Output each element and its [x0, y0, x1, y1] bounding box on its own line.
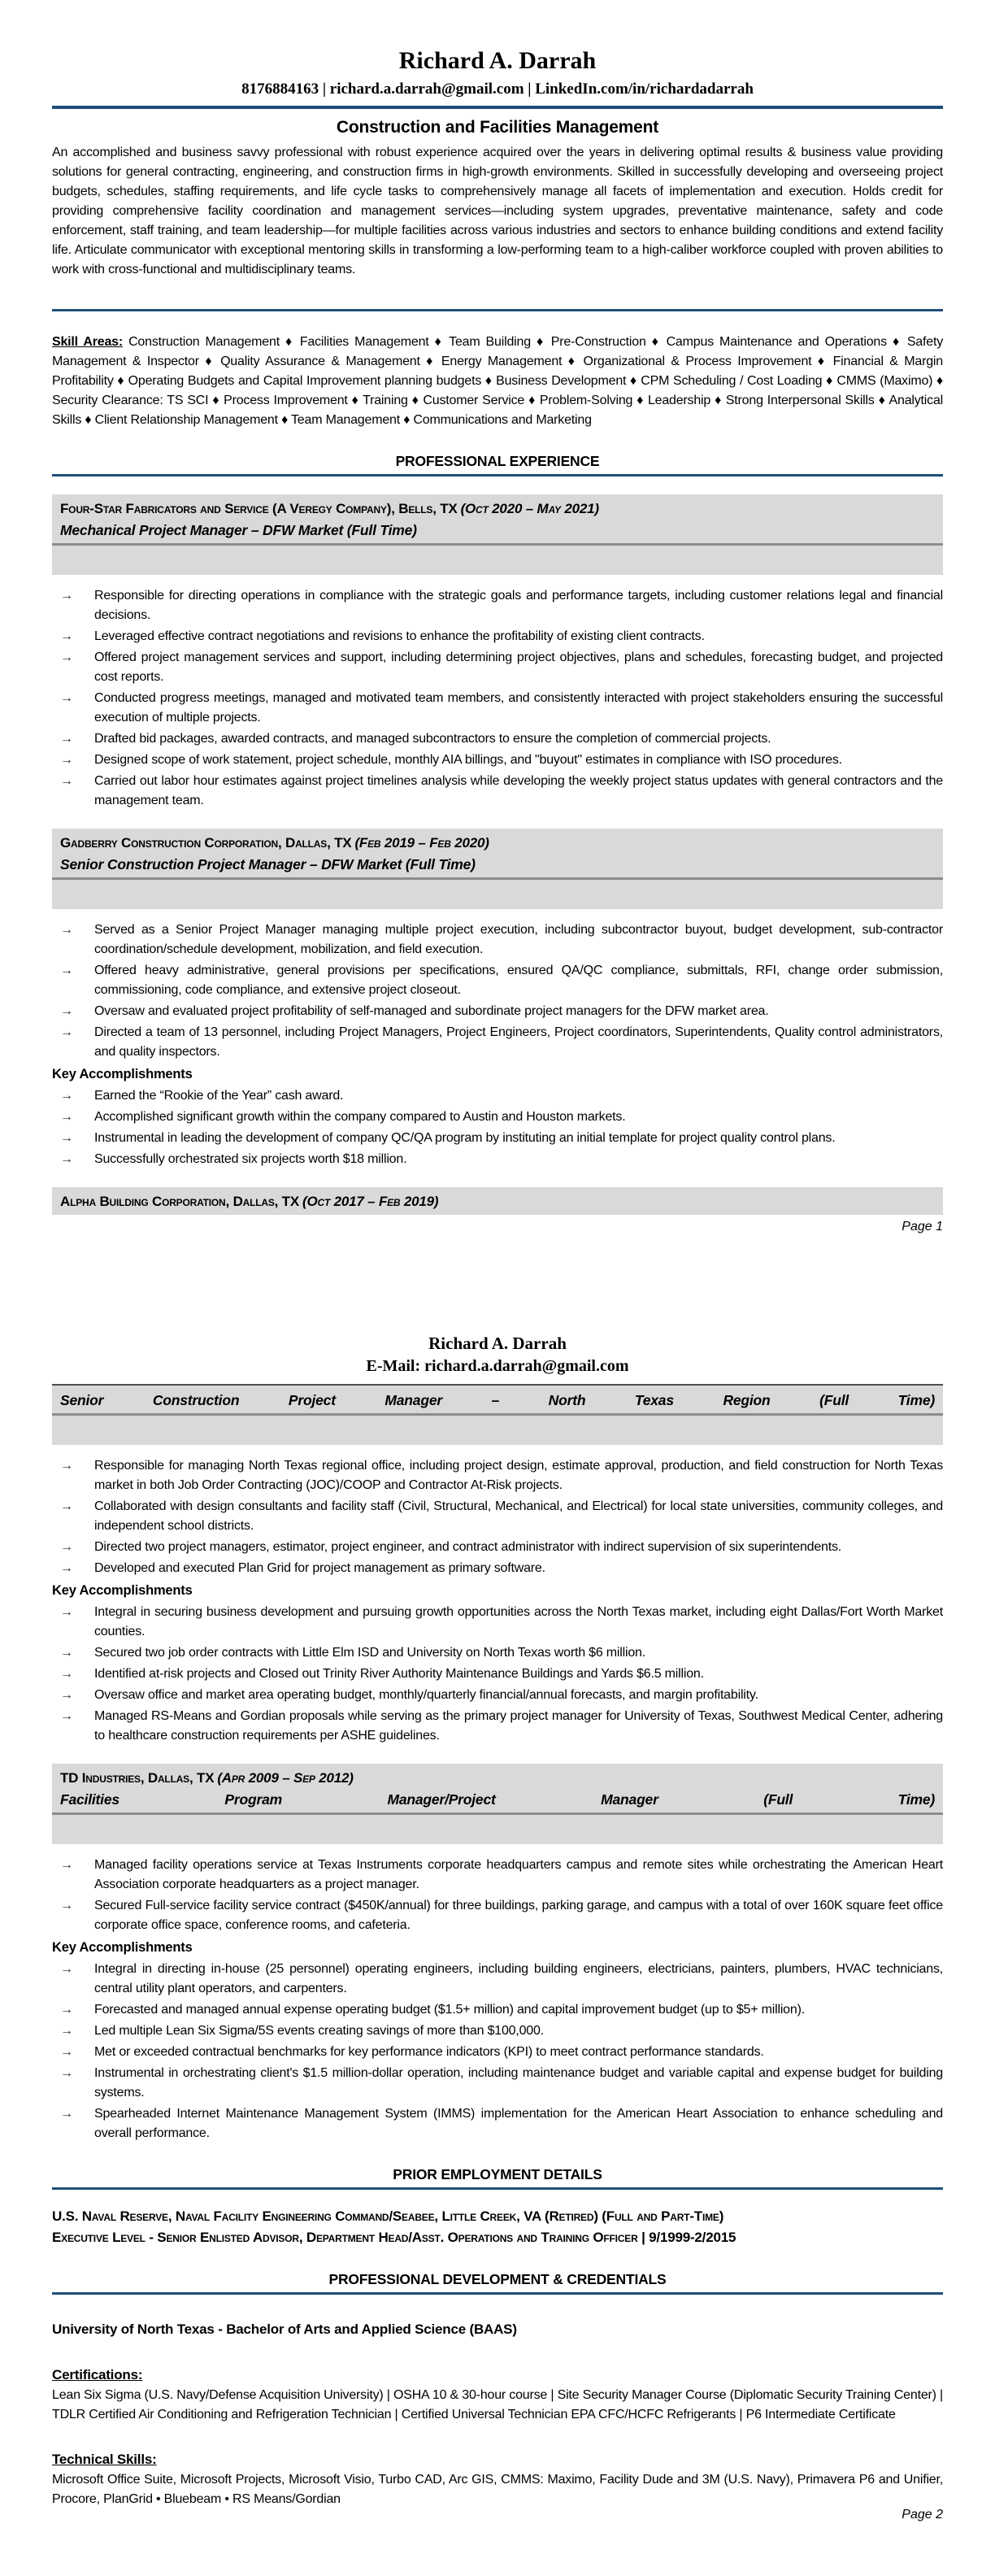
- arrow-bullet-icon: →: [60, 691, 73, 705]
- job-alpha-building: [52, 1187, 943, 1215]
- arrow-bullet-icon: →: [60, 1089, 73, 1103]
- bullet-item: [52, 1107, 943, 1127]
- arrow-bullet-icon: →: [60, 1025, 73, 1039]
- job-company-name: TD Industries, Dallas, TX: [60, 1770, 215, 1786]
- arrow-bullet-icon: →: [60, 1004, 73, 1018]
- bullet-text: Carried out labor hour estimates against project timelines analysis while developing the weekly project status updates with general contractors and the management team.: [94, 774, 943, 807]
- technical-skills-text: Microsoft Office Suite, Microsoft Projects, Microsoft Visio, Turbo CAD, Arc GIS, CMMS: Maximo, Facility Dude and 3M (U.S. Navy), Primavera P6 and Unifier, Procore, PlanGrid • Bluebeam • RS Means/Gordian: [52, 2473, 943, 2506]
- job-title-line: Facilities Program Manager/Project Manager (Full Time): [60, 1791, 935, 1808]
- bullet-item: [52, 689, 943, 728]
- summary-paragraph: An accomplished and business savvy professional with robust experience acquired over the years in delivering optimal results & business value providing solutions for general contracting, engineering, and construction firms in high-growth environments. Skilled in successfully developing and overseeing project budgets, schedules, staffing requirements, and life cycle tasks to comprehensively manage all facets of implementation and execution. Holds credit for providing comprehensive facility coordination and management services—including system upgrades, preventative maintenance, safety and code enforcement, staff training, and team leadership—for multiple facilities across various industries and sectors to enhance building conditions and extend facility life. Articulate communicator with exceptional mentoring skills in transforming a low-performing team to a high-caliber workforce coupled with proven abilities to work with cross-functional and multidisciplinary teams.: [52, 146, 943, 276]
- bullet-text: Successfully orchestrated six projects worth $18 million.: [94, 1152, 407, 1166]
- job-bullet-list: [52, 586, 943, 811]
- job-dates: (Oct 2017 – Feb 2019): [302, 1194, 439, 1209]
- page-number-label: Page 2: [902, 2508, 943, 2522]
- candidate-name: Richard A. Darrah: [398, 47, 597, 74]
- job-dates: (Apr 2009 – Sep 2012): [217, 1770, 354, 1786]
- professional-experience-heading: PROFESSIONAL EXPERIENCE: [395, 453, 600, 469]
- job-company-line: [60, 498, 935, 520]
- arrow-bullet-icon: →: [60, 629, 73, 643]
- bullet-text: Leveraged effective contract negotiations and revisions to enhance the profitability of existing client contracts.: [94, 629, 705, 643]
- bullet-text: Offered heavy administrative, general provisions per specifications, ensured QA/QC compliance, submittals, RFI, change order submission, commissioning, code compliance, and extensive project closeout.: [94, 964, 943, 997]
- contact-line: 8176884163 | richard.a.darrah@gmail.com | LinkedIn.com/in/richardadarrah: [241, 80, 754, 98]
- candidate-name: Richard A. Darrah: [428, 1334, 567, 1353]
- job-header-bar: [52, 1187, 943, 1215]
- prior-employment-block: [52, 2206, 943, 2248]
- key-accomplishments-list: [52, 1603, 943, 1746]
- bullet-text: Oversaw and evaluated project profitability of self-managed and subordinate project managers for the DFW market area.: [94, 1004, 769, 1018]
- bullet-item: [52, 2000, 943, 2020]
- arrow-bullet-icon: →: [60, 1459, 73, 1473]
- technical-skills-label: Technical Skills:: [52, 2452, 157, 2467]
- bullet-item: [52, 1707, 943, 1746]
- job-company-name: Four-Star Fabricators and Service (A Veregy Company), Bells, TX: [60, 501, 458, 516]
- job-bullet-list: [52, 1856, 943, 1935]
- bullet-text: Managed facility operations service at Texas Instruments corporate headquarters campus and remote sites while orchestrating the American Heart Association corporate headquarters as a project manager.: [94, 1858, 943, 1891]
- bullet-text: Integral in securing business development and pursuing growth opportunities across the North Texas market, including eight Dallas/Fort Worth Market counties.: [94, 1605, 943, 1638]
- bullet-text: Drafted bid packages, awarded contracts, and managed subcontractors to ensure the completion of commercial projects.: [94, 732, 771, 746]
- arrow-bullet-icon: →: [60, 651, 73, 664]
- arrow-bullet-icon: →: [60, 1152, 73, 1166]
- bullet-item: [52, 1896, 943, 1935]
- bullet-text: Spearheaded Internet Maintenance Management System (IMMS) implementation for the American Heart Association to enhance scheduling and overall performance.: [94, 2107, 943, 2140]
- page-number-label: Page 1: [902, 1220, 943, 1234]
- prior-employment-rule: [52, 2187, 943, 2190]
- bullet-text: Collaborated with design consultants and facility staff (Civil, Structural, Mechanical, and Electrical) for local state universities, community colleges, and independent school districts.: [94, 1499, 943, 1533]
- skills-top-rule: [52, 309, 943, 311]
- professional-development-heading: PROFESSIONAL DEVELOPMENT & CREDENTIALS: [328, 2271, 667, 2287]
- email-line: E-Mail: richard.a.darrah@gmail.com: [366, 1357, 629, 1375]
- skill-areas-label: Skill Areas:: [52, 335, 123, 349]
- arrow-bullet-icon: →: [60, 1858, 73, 1872]
- bullet-item: [52, 961, 943, 1000]
- job-header-bar: [52, 1384, 943, 1413]
- bullet-item: [52, 648, 943, 687]
- arrow-bullet-icon: →: [60, 964, 73, 977]
- arrow-bullet-icon: →: [60, 1110, 73, 1124]
- key-accomplishments-list: [52, 1960, 943, 2143]
- certifications-label: Certifications:: [52, 2367, 143, 2382]
- bullet-text: Secured two job order contracts with Little Elm ISD and University on North Texas worth $6 million.: [94, 1646, 645, 1660]
- job-header-bar: [52, 1764, 943, 1812]
- bullet-item: [52, 1603, 943, 1642]
- bullet-text: Instrumental in leading the development of company QC/QA program by instituting an initial template for project quality control plans.: [94, 1131, 836, 1145]
- job-company-line: [60, 833, 935, 854]
- arrow-bullet-icon: →: [60, 1646, 73, 1660]
- job-company-name: Alpha Building Corporation, Dallas, TX: [60, 1194, 300, 1209]
- bullet-text: Conducted progress meetings, managed and motivated team members, and consistently interacted with project stakeholders ensuring the successful execution of multiple projects.: [94, 691, 943, 724]
- education-line: University of North Texas - Bachelor of Arts and Applied Science (BAAS): [52, 2321, 517, 2337]
- professional-experience-rule: [52, 474, 943, 476]
- arrow-bullet-icon: →: [60, 774, 73, 788]
- arrow-bullet-icon: →: [60, 1962, 73, 1976]
- arrow-bullet-icon: →: [60, 1561, 73, 1575]
- bullet-item: [52, 1497, 943, 1536]
- job-company-line: [60, 1191, 935, 1212]
- bullet-text: Developed and executed Plan Grid for project management as primary software.: [94, 1561, 545, 1575]
- job-header-bar: [52, 829, 943, 877]
- arrow-bullet-icon: →: [60, 2107, 73, 2121]
- skill-areas-paragraph: [52, 333, 943, 430]
- bullet-text: Identified at-risk projects and Closed out Trinity River Authority Maintenance Buildings and Yards $6.5 million.: [94, 1667, 704, 1681]
- bullet-item: [52, 1643, 943, 1663]
- arrow-bullet-icon: →: [60, 923, 73, 937]
- arrow-bullet-icon: →: [60, 1709, 73, 1723]
- arrow-bullet-icon: →: [60, 732, 73, 746]
- arrow-bullet-icon: →: [60, 2066, 73, 2080]
- job-title-line: Senior Construction Project Manager – DFW Market (Full Time): [60, 856, 476, 872]
- bullet-item: [52, 1129, 943, 1148]
- bullet-item: [52, 1456, 943, 1495]
- job-title-line: Senior Construction Project Manager – North Texas Region (Full Time): [60, 1392, 935, 1408]
- arrow-bullet-icon: →: [60, 1540, 73, 1554]
- bullet-text: Responsible for directing operations in compliance with the strategic goals and performance targets, including customer relations legal and financial decisions.: [94, 589, 943, 622]
- job-bar-strip: [52, 1416, 943, 1445]
- job-td-industries: [52, 1764, 943, 2143]
- certifications-text: Lean Six Sigma (U.S. Navy/Defense Acquisition University) | OSHA 10 & 30-hour course | Site Security Manager Course (Diplomatic Security Training Center) | TDLR Certified Air Conditioning and Refrigeration Technician | Certified Universal Technician EPA CFC/HCFC Refrigerants | P6 Intermediate Certificate: [52, 2388, 943, 2422]
- job-company-name: Gadberry Construction Corporation, Dallas, TX: [60, 835, 352, 851]
- bullet-text: Directed a team of 13 personnel, including Project Managers, Project Engineers, Project coordinators, Superintendents, Quality control administrators, and quality inspectors.: [94, 1025, 943, 1059]
- arrow-bullet-icon: →: [60, 2045, 73, 2059]
- bullet-item: [52, 1538, 943, 1557]
- headline-title: Construction and Facilities Management: [336, 118, 659, 137]
- key-accomplishments-heading: Key Accomplishments: [52, 1583, 193, 1598]
- job-alpha-continuation: [52, 1384, 943, 1746]
- arrow-bullet-icon: →: [60, 2003, 73, 2017]
- page-2: [0, 1288, 995, 2576]
- prior-entry: U.S. Naval Reserve, Naval Facility Engineering Command/Seabee, Little Creek, VA (Retired) (Full and Part-Time): [52, 2208, 724, 2224]
- bullet-item: [52, 751, 943, 770]
- bullet-item: [52, 2021, 943, 2041]
- key-accomplishments-heading: Key Accomplishments: [52, 1067, 193, 1081]
- key-accomplishments-list: [52, 1086, 943, 1169]
- bullet-item: [52, 2043, 943, 2062]
- arrow-bullet-icon: →: [60, 1899, 73, 1912]
- header-rule: [52, 106, 943, 109]
- bullet-item: [52, 586, 943, 625]
- bullet-item: [52, 920, 943, 959]
- bullet-item: [52, 1686, 943, 1705]
- bullet-text: Directed two project managers, estimator, project engineer, and contract administrator with indirect supervision of six superintendents.: [94, 1540, 842, 1554]
- job-header-bar: [52, 494, 943, 543]
- job-bar-strip: [52, 546, 943, 575]
- bullet-text: Offered project management services and support, including determining project objectives, plans and schedules, forecasting budget, and projected cost reports.: [94, 651, 943, 684]
- bullet-text: Oversaw office and market area operating budget, monthly/quarterly financial/annual forecasts, and margin profitability.: [94, 1688, 758, 1702]
- prior-employment-heading: PRIOR EMPLOYMENT DETAILS: [393, 2166, 602, 2182]
- bullet-item: [52, 1960, 943, 1999]
- bullet-text: Met or exceeded contractual benchmarks for key performance indicators (KPI) to meet contract performance standards.: [94, 2045, 764, 2059]
- job-dates: (Feb 2019 – Feb 2020): [354, 835, 489, 851]
- professional-development-rule: [52, 2292, 943, 2295]
- bullet-item: [52, 772, 943, 811]
- bullet-item: [52, 1559, 943, 1578]
- arrow-bullet-icon: →: [60, 589, 73, 603]
- arrow-bullet-icon: →: [60, 1131, 73, 1145]
- arrow-bullet-icon: →: [60, 1605, 73, 1619]
- bullet-text: Responsible for managing North Texas regional office, including project design, estimate approval, production, and field construction for North Texas market in both Job Order Contracting (JOC)/COOP and Contractor At-Risk projects.: [94, 1459, 943, 1492]
- job-company-line: [60, 1768, 935, 1789]
- job-gadberry: [52, 829, 943, 1169]
- job-bullet-list: [52, 1456, 943, 1578]
- bullet-text: Led multiple Lean Six Sigma/5S events creating savings of more than $100,000.: [94, 2024, 544, 2038]
- bullet-text: Secured Full-service facility service contract ($450K/annual) for three buildings, parking garage, and campus with a total of over 160K square feet office corporate office space, conference rooms, and cafeteria.: [94, 1899, 943, 1932]
- job-bar-strip: [52, 880, 943, 909]
- job-dates: (Oct 2020 – May 2021): [460, 501, 599, 516]
- bullet-text: Managed RS-Means and Gordian proposals while serving as the primary project manager for University of Texas, Southwest Medical Center, adhering to healthcare construction requirements per ASHE guidelines.: [94, 1709, 943, 1743]
- bullet-text: Integral in directing in-house (25 personnel) operating engineers, including building engineers, electricians, painters, plumbers, HVAC technicians, central utility plant operators, and carpenters.: [94, 1962, 943, 1995]
- bullet-item: [52, 2064, 943, 2103]
- bullet-text: Instrumental in orchestrating client's $1.5 million-dollar operation, including maintenance budget and variable capital and expense budget for building systems.: [94, 2066, 943, 2100]
- prior-entry: Executive Level - Senior Enlisted Advisor, Department Head/Asst. Operations and Training Officer | 9/1999-2/2015: [52, 2230, 736, 2245]
- bullet-item: [52, 729, 943, 749]
- job-four-star: [52, 494, 943, 811]
- job-bullet-list: [52, 920, 943, 1062]
- key-accomplishments-heading: Key Accomplishments: [52, 1940, 193, 1955]
- bullet-item: [52, 1002, 943, 1021]
- bullet-item: [52, 1856, 943, 1895]
- bullet-text: Earned the “Rookie of the Year” cash award.: [94, 1089, 344, 1103]
- bullet-text: Accomplished significant growth within the company compared to Austin and Houston markets.: [94, 1110, 626, 1124]
- job-title-line: Mechanical Project Manager – DFW Market (Full Time): [60, 522, 417, 538]
- arrow-bullet-icon: →: [60, 2024, 73, 2038]
- bullet-item: [52, 627, 943, 646]
- skill-areas-text: Construction Management ♦ Facilities Management ♦ Team Building ♦ Pre-Construction ♦ Campus Maintenance and Operations ♦ Safety Management & Inspector ♦ Quality Assurance & Management ♦ Energy Management ♦ Organizational & Process Improvement ♦ Financial & Margin Profitability ♦ Operating Budgets and Capital Improvement planning budgets ♦ Business Development ♦ CPM Scheduling / Cost Loading ♦ CMMS (Maximo) ♦ Security Clearance: TS SCI ♦ Process Improvement ♦ Training ♦ Customer Service ♦ Problem-Solving ♦ Leadership ♦ Strong Interpersonal Skills ♦ Analytical Skills ♦ Client Relationship Management ♦ Team Management ♦ Communications and Marketing: [52, 335, 943, 427]
- bullet-item: [52, 1150, 943, 1169]
- bullet-text: Designed scope of work statement, project schedule, monthly AIA billings, and "buyout" estimates in compliance with ISO procedures.: [94, 753, 842, 767]
- arrow-bullet-icon: →: [60, 1667, 73, 1681]
- bullet-text: Served as a Senior Project Manager managing multiple project execution, including subcontractor buyout, budget development, sub-contractor coordination/schedule development, mobilization, and field execution.: [94, 923, 943, 956]
- bullet-item: [52, 1023, 943, 1062]
- bullet-item: [52, 1086, 943, 1106]
- arrow-bullet-icon: →: [60, 1688, 73, 1702]
- bullet-item: [52, 2104, 943, 2143]
- bullet-text: Forecasted and managed annual expense operating budget ($1.5+ million) and capital improvement budget (up to $5+ million).: [94, 2003, 805, 2017]
- job-bar-strip: [52, 1815, 943, 1844]
- arrow-bullet-icon: →: [60, 753, 73, 767]
- arrow-bullet-icon: →: [60, 1499, 73, 1513]
- bullet-item: [52, 1664, 943, 1684]
